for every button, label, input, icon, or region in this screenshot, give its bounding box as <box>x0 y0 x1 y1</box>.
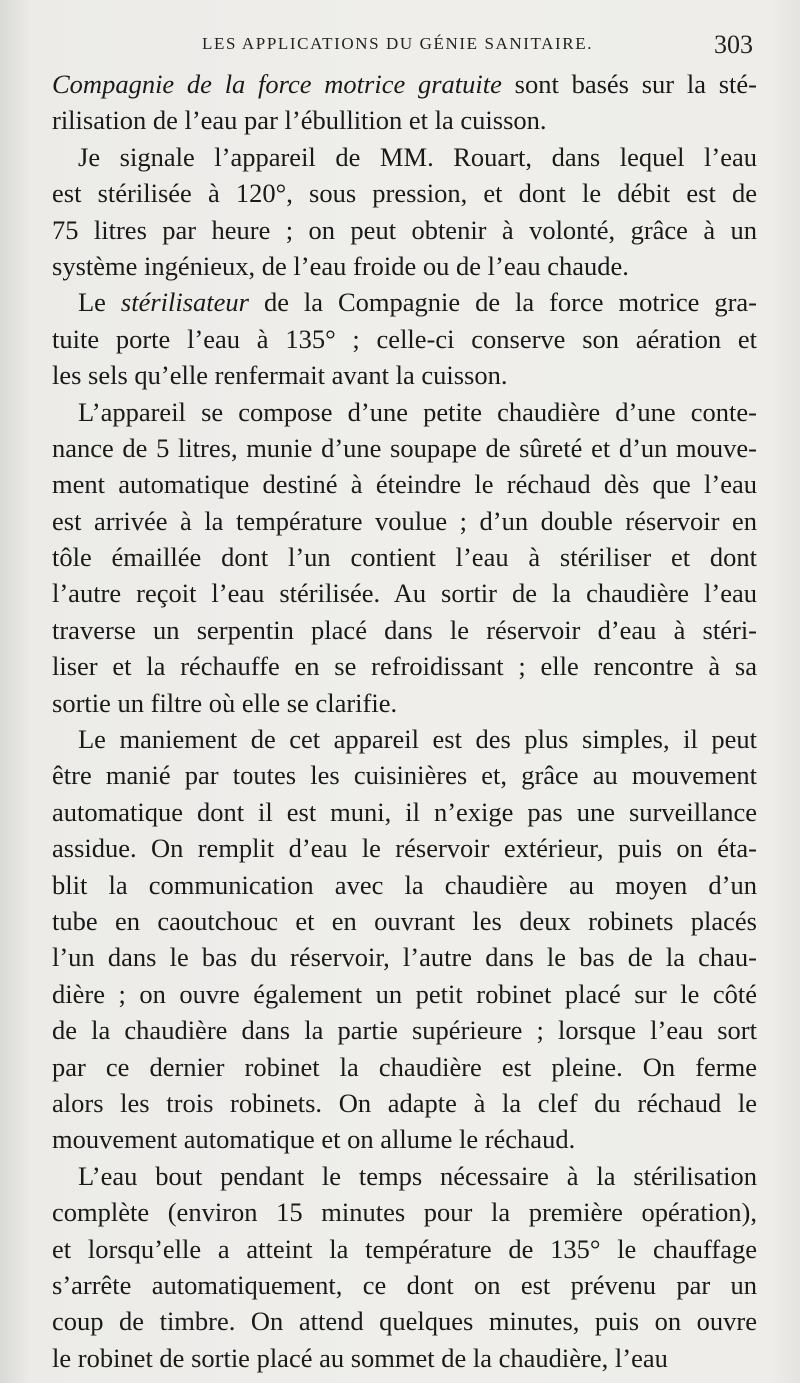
text-line <box>52 430 757 466</box>
text-line <box>52 1158 757 1194</box>
text-line <box>52 284 757 320</box>
text-segment: L’appareil se compose d’une petite chaudière d’une conte- <box>78 396 757 427</box>
text-segment: coup de timbre. On attend quelques minutes, puis on ouvre <box>52 1306 757 1337</box>
text-line <box>52 357 757 393</box>
text-segment: tôle émaillée dont l’un contient l’eau à stériliser et dont <box>52 542 757 573</box>
text-line <box>52 66 757 102</box>
italic-text: Compagnie de la force motrice gratuite <box>52 69 502 99</box>
text-segment: et lorsqu’elle a atteint la température de 135° le chauffage <box>52 1233 757 1264</box>
text-line <box>52 867 757 903</box>
paragraph <box>52 1158 757 1376</box>
text-segment: être manié par toutes les cuisinières et, grâce au mouvement <box>52 760 757 791</box>
text-line <box>52 721 757 757</box>
text-line <box>52 102 757 138</box>
text-segment: Je signale l’appareil de MM. Rouart, dans lequel l’eau <box>78 141 757 172</box>
text-line <box>52 248 757 284</box>
text-line <box>52 976 757 1012</box>
text-segment: sortie un filtre où elle se clarifie. <box>52 687 398 718</box>
text-segment: L’eau bout pendant le temps nécessaire à la stérilisation <box>78 1160 757 1191</box>
text-line <box>52 1194 757 1230</box>
text-line <box>52 321 757 357</box>
text-line <box>52 575 757 611</box>
text-segment: est stérilisée à 120°, sous pression, et dont le débit est de <box>52 178 757 209</box>
text-segment: mouvement automatique et on allume le réchaud. <box>52 1124 576 1155</box>
text-segment: les sels qu’elle renfermait avant la cuisson. <box>52 360 508 391</box>
text-segment: complète (environ 15 minutes pour la première opération), <box>52 1197 757 1228</box>
text-segment: automatique dont il est muni, il n’exige pas une surveillance <box>52 796 757 827</box>
text-line <box>52 939 757 975</box>
text-line <box>52 175 757 211</box>
text-segment: ment automatique destiné à éteindre le réchaud dès que l’eau <box>52 469 757 500</box>
text-segment: assidue. On remplit d’eau le réservoir extérieur, puis on éta- <box>52 833 757 864</box>
text-segment: rilisation de l’eau par l’ébullition et la cuisson. <box>52 105 547 136</box>
text-segment: système ingénieux, de l’eau froide ou de l’eau chaude. <box>52 250 629 281</box>
text-line <box>52 612 757 648</box>
text-line <box>52 139 757 175</box>
text-segment: Le <box>78 287 121 318</box>
text-line <box>52 1121 757 1157</box>
text-segment: Le maniement de cet appareil est des plus simples, il peut <box>78 724 757 755</box>
text-line <box>52 685 757 721</box>
text-segment: l’un dans le bas du réservoir, l’autre dans le bas de la chau- <box>52 942 757 973</box>
text-segment: de la Compagnie de la force motrice gra- <box>249 287 758 318</box>
text-segment: tuite porte l’eau à 135° ; celle-ci conserve son aération et <box>52 323 757 354</box>
text-line <box>52 1231 757 1267</box>
text-line <box>52 466 757 502</box>
text-segment: s’arrête automatiquement, ce dont on est prévenu par un <box>52 1269 757 1300</box>
text-line <box>52 903 757 939</box>
running-head: LES APPLICATIONS DU GÉNIE SANITAIRE. <box>202 34 594 53</box>
text-segment: l’autre reçoit l’eau stérilisée. Au sortir de la chaudière l’eau <box>52 578 757 609</box>
text-line <box>52 830 757 866</box>
text-segment: 75 litres par heure ; on peut obtenir à volonté, grâce à un <box>52 214 757 245</box>
text-line <box>52 1085 757 1121</box>
text-segment: tube en caoutchouc et en ouvrant les deux robinets placés <box>52 905 757 936</box>
text-line <box>52 503 757 539</box>
text-line <box>52 1267 757 1303</box>
text-line <box>52 212 757 248</box>
text-segment: de la chaudière dans la partie supérieure ; lorsque l’eau sort <box>52 1015 757 1046</box>
text-line <box>52 757 757 793</box>
text-line <box>52 794 757 830</box>
paragraph <box>52 66 757 139</box>
text-segment: dière ; on ouvre également un petit robinet placé sur le côté <box>52 978 757 1009</box>
text-line <box>52 394 757 430</box>
text-line <box>52 648 757 684</box>
paragraph <box>52 721 757 1158</box>
page-number: 303 <box>714 30 753 59</box>
text-segment: est arrivée à la température voulue ; d’un double réservoir en <box>52 505 757 536</box>
italic-text: stérilisateur <box>120 287 249 318</box>
text-segment: traverse un serpentin placé dans le réservoir d’eau à stéri- <box>52 614 757 645</box>
body-text <box>52 66 757 1376</box>
text-segment: alors les trois robinets. On adapte à la clef du réchaud le <box>52 1087 757 1118</box>
text-segment: nance de 5 litres, munie d’une soupape de sûreté et d’un mouve- <box>52 432 757 463</box>
text-line <box>52 1340 757 1376</box>
text-segment: le robinet de sortie placé au sommet de la chaudière, l’eau <box>52 1342 668 1373</box>
text-line <box>52 1303 757 1339</box>
text-line <box>52 1049 757 1085</box>
page-header <box>0 30 800 70</box>
text-segment: liser et la réchauffe en se refroidissant ; elle rencontre à sa <box>52 651 757 682</box>
paragraph <box>52 394 757 722</box>
text-segment: par ce dernier robinet la chaudière est pleine. On ferme <box>52 1051 757 1082</box>
paragraph <box>52 139 757 285</box>
text-segment: blit la communication avec la chaudière au moyen d’un <box>52 869 757 900</box>
paragraph <box>52 284 757 393</box>
text-segment: sont basés sur la sté- <box>501 69 757 99</box>
text-line <box>52 1012 757 1048</box>
text-line <box>52 539 757 575</box>
